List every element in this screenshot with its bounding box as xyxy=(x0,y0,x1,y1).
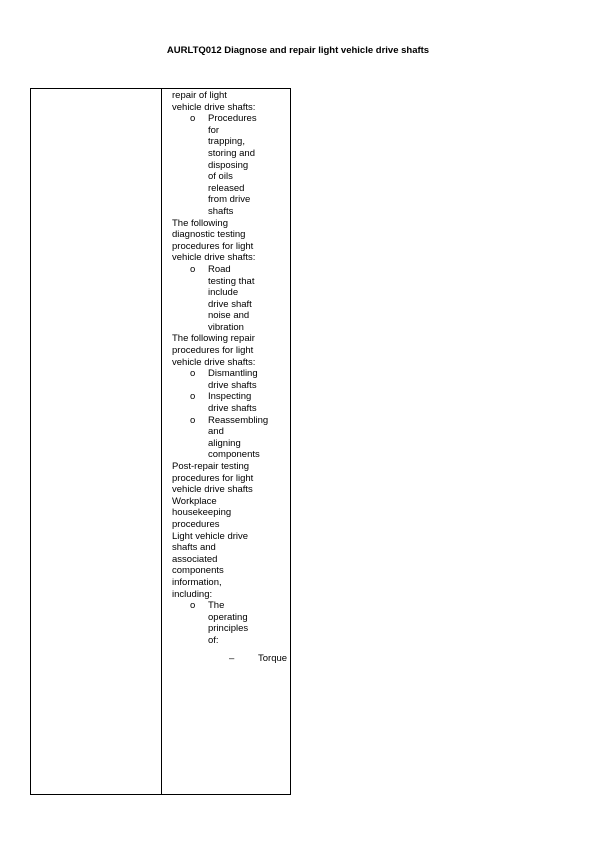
bullet-text: The operating principles of: xyxy=(208,600,249,646)
table-cell-content xyxy=(172,90,290,664)
column-divider xyxy=(161,89,162,794)
sub-bullet-text: Torque xyxy=(258,652,288,664)
bullet-item xyxy=(172,264,258,334)
bullet-text: Dismantling drive shafts xyxy=(208,368,258,391)
bullet-text: Inspecting drive shafts xyxy=(208,391,257,415)
bullet-marker: o xyxy=(190,391,196,403)
bullet-marker: o xyxy=(190,113,196,125)
paragraph-components-info: Light vehicle drive shafts and associated components information, including: xyxy=(172,530,249,600)
paragraph-housekeeping: Workplace housekeeping procedures xyxy=(172,495,232,530)
bullet-marker: o xyxy=(190,368,196,380)
paragraph-repair-procedures: The following repair procedures for light vehicle drive shafts: xyxy=(172,333,256,368)
paragraph-repair-intro: repair of light vehicle drive shafts: xyxy=(172,90,256,113)
paragraph-diagnostic: The following diagnostic testing procedures for light vehicle drive shafts: xyxy=(172,217,256,264)
bullet-text: Road testing that include drive shaft noise and vibration xyxy=(208,263,255,333)
bullet-item xyxy=(172,368,258,391)
bullet-text: Reassembling and aligning components xyxy=(208,414,269,461)
sub-bullet-item xyxy=(172,652,288,665)
bullet-marker: o xyxy=(190,600,196,612)
bullet-item xyxy=(172,600,258,646)
bullet-marker: o xyxy=(190,263,196,275)
bullet-text: Procedures for trapping, storing and disposing of oils released from drive shafts xyxy=(208,113,257,217)
dash-marker: – xyxy=(229,652,235,664)
bullet-marker: o xyxy=(190,414,196,426)
bullet-item xyxy=(172,391,258,414)
paragraph-post-repair: Post-repair testing procedures for light vehicle drive shafts xyxy=(172,461,254,496)
page-title: AURLTQ012 Diagnose and repair light vehicle drive shafts xyxy=(166,45,430,56)
bullet-item xyxy=(172,113,258,217)
bullet-item xyxy=(172,414,269,461)
